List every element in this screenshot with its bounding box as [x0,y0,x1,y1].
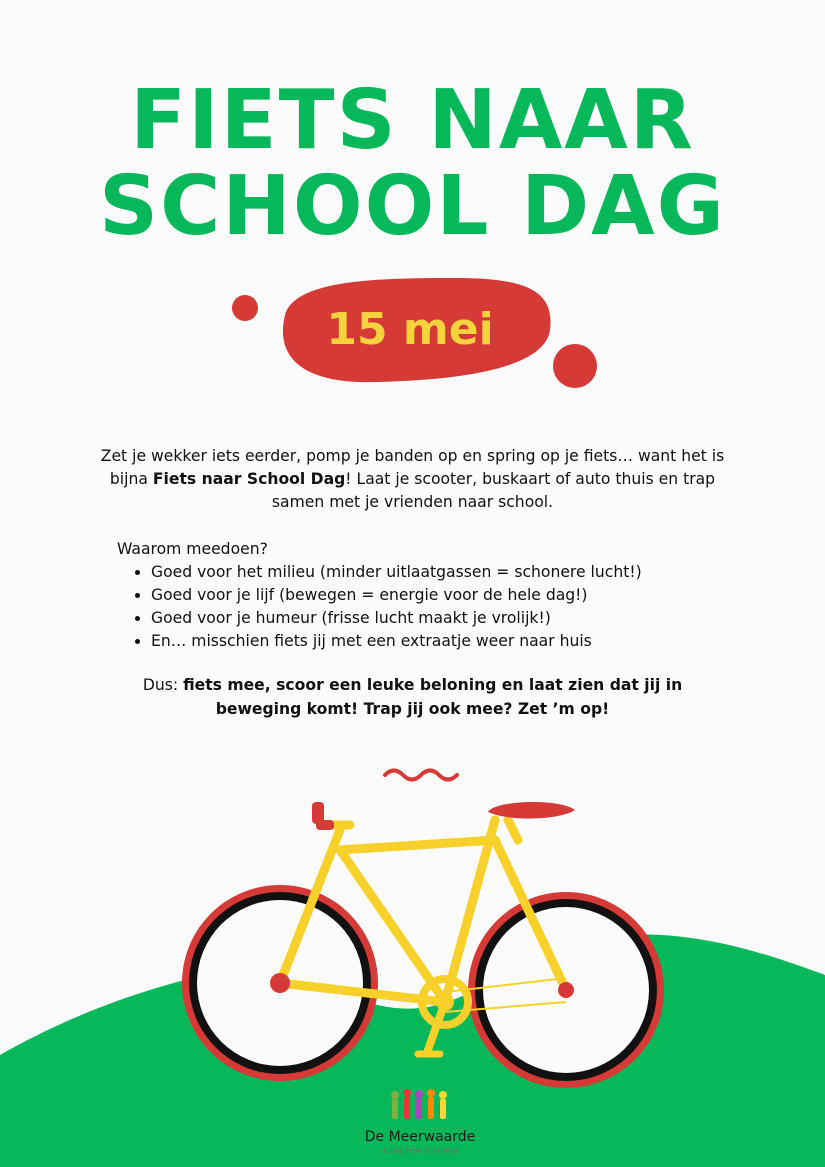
blob-dot-right [553,344,597,388]
logo-tagline: Actief in de Toekomst [381,1147,459,1155]
title-line-2: SCHOOL DAG [99,159,726,254]
logo-name: De Meerwaarde [364,1129,476,1145]
closing-bold: fiets mee, scoor een leuke beloning en laat zien dat jij in beweging komt! Trap jij ook mee? Zet ’m op! [183,676,683,718]
intro-paragraph [100,445,725,514]
title-line-1: FIETS NAAR [130,73,695,168]
why-item: • En… misschien fiets jij met een extraatje weer naar huis [151,630,757,653]
intro-text-1: Zet je wekker iets eerder, pomp je banden op en spring op je fiets… want het is bijna [100,447,725,488]
bike-handlebar [312,802,334,830]
why-item: • Goed voor je humeur (frisse lucht maakt je vrolijk!) [151,607,757,630]
event-date: 15 mei [326,304,494,355]
why-list [117,561,757,653]
bike-saddle [488,802,575,819]
closing-paragraph [110,673,715,721]
front-hub [558,982,574,998]
why-item: • Goed voor je lijf (bewegen = energie voor de hele dag!) [151,584,757,607]
squiggle-line [385,771,457,780]
why-heading: Waarom meedoen? [117,540,268,558]
why-section [117,538,757,653]
poster-title [0,73,825,254]
meerwaarde-logo [350,1085,490,1160]
intro-text-2: ! Laat je scooter, buskaart of auto thuis en trap samen met je vrienden naar school. [271,470,716,511]
blob-dot-left [232,295,258,321]
why-item: • Goed voor het milieu (minder uitlaatgassen = schonere lucht!) [151,561,757,584]
intro-bold: Fiets naar School Dag [152,470,346,488]
people-logo-icon [385,1087,455,1127]
rear-hub [270,973,290,993]
closing-prefix: Dus: [142,676,184,694]
